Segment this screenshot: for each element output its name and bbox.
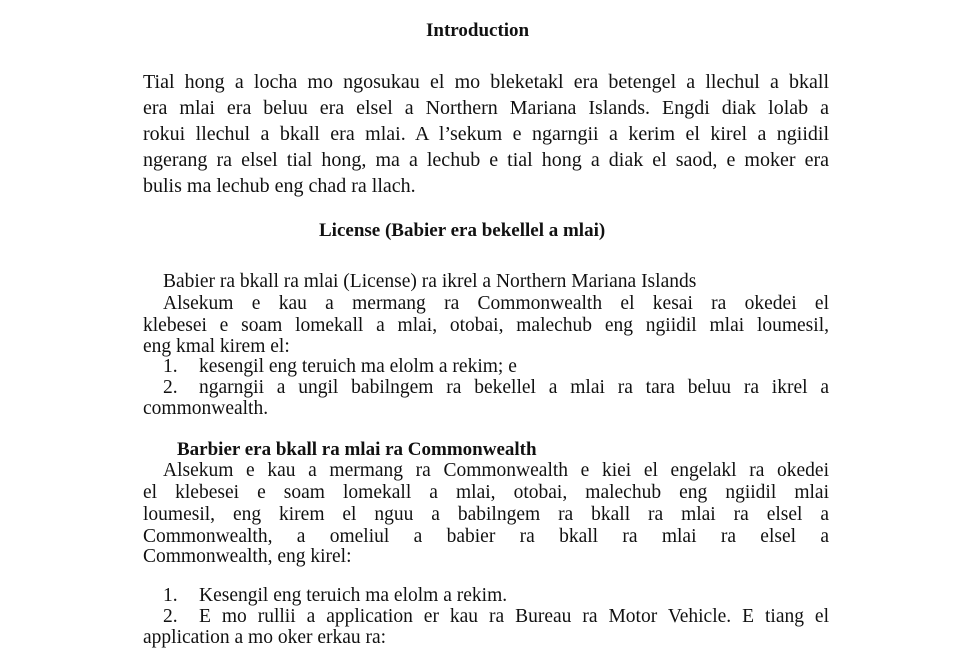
intro-line-5: bulis ma lechub eng chad ra llach. <box>143 175 416 197</box>
commonwealth-item-1-number: 1. <box>163 585 178 606</box>
intro-line-1: Tial hong a locha mo ngosukau el mo bleketakl era betengel a llechul a bkall <box>143 71 829 93</box>
commonwealth-heading: Barbier era bkall ra mlai ra Commonwealth <box>177 439 537 460</box>
license-item-1-text: kesengil eng teruich ma elolm a rekim; e <box>199 356 517 377</box>
license-line-4: eng kmal kirem el: <box>143 336 290 357</box>
commonwealth-item-2-number: 2. <box>163 606 178 627</box>
commonwealth-item-2-text: E mo rullii a application er kau ra Bureau ra Motor Vehicle. E tiang el <box>199 606 829 627</box>
license-line-3: klebesei e soam lomekall a mlai, otobai, malechub eng ngiidil mlai loumesil, <box>143 315 829 336</box>
intro-line-3: rokui llechul a bkall era mlai. A l’sekum e ngarngii a kerim el kirel a ngiidil <box>143 123 829 145</box>
commonwealth-line-1: Alsekum e kau a mermang ra Commonwealth e kiei el engelakl ra okedei <box>163 460 829 481</box>
intro-heading: Introduction <box>426 20 530 41</box>
license-item-1-number: 1. <box>163 356 178 377</box>
commonwealth-line-3: loumesil, eng kirem el nguu a babilngem ra bkall ra mlai ra elsel a <box>143 504 829 525</box>
license-line-2: Alsekum e kau a mermang ra Commonwealth el kesai ra okedei el <box>163 293 829 314</box>
commonwealth-line-2: el klebesei e soam lomekall a mlai, otobai, malechub eng ngiidil mlai <box>143 482 829 503</box>
license-heading: License (Babier era bekellel a mlai) <box>319 220 606 241</box>
intro-line-4: ngerang ra elsel tial hong, ma a lechub e tial hong a diak el saod, e moker era <box>143 149 829 171</box>
commonwealth-line-5: Commonwealth, eng kirel: <box>143 546 352 567</box>
license-item-2-continuation: commonwealth. <box>143 398 269 419</box>
intro-line-2: era mlai era beluu era elsel a Northern Mariana Islands. Engdi diak lolab a <box>143 97 829 119</box>
license-line-1: Babier ra bkall ra mlai (License) ra ikrel a Northern Mariana Islands <box>163 271 697 292</box>
commonwealth-item-2-continuation: application a mo oker erkau ra: <box>143 627 387 648</box>
license-item-2-text: ngarngii a ungil babilngem ra bekellel a mlai ra tara beluu ra ikrel a <box>199 377 829 398</box>
commonwealth-line-4: Commonwealth, a omeliul a babier ra bkall ra mlai ra elsel a <box>143 526 829 547</box>
commonwealth-item-1-text: Kesengil eng teruich ma elolm a rekim. <box>199 585 508 606</box>
license-item-2-number: 2. <box>163 377 178 398</box>
